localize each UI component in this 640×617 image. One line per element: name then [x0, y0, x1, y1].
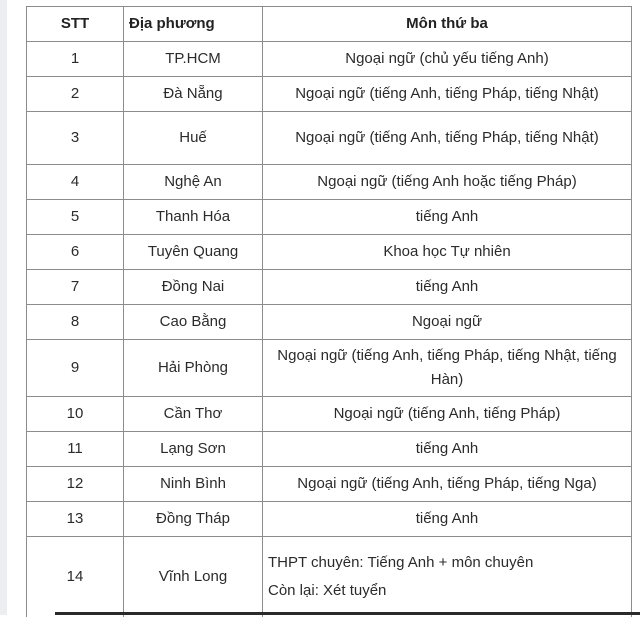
cell-subject: Ngoại ngữ (tiếng Anh, tiếng Pháp, tiếng Nhật) — [263, 77, 632, 112]
cell-stt: 7 — [27, 270, 124, 305]
cell-locality: Đà Nẵng — [124, 77, 263, 112]
cell-locality: Tuyên Quang — [124, 235, 263, 270]
cell-locality: Đồng Nai — [124, 270, 263, 305]
cell-stt: 1 — [27, 42, 124, 77]
table-row — [27, 432, 632, 467]
header-third-subject: Môn thứ ba — [263, 7, 632, 42]
cell-stt: 4 — [27, 165, 124, 200]
cell-locality: Nghệ An — [124, 165, 263, 200]
header-locality: Địa phương — [124, 7, 263, 42]
table-row — [27, 112, 632, 165]
table-row — [27, 467, 632, 502]
cell-stt: 13 — [27, 502, 124, 537]
cell-subject: tiếng Anh — [263, 200, 632, 235]
table-header-row — [27, 7, 632, 42]
cell-stt: 10 — [27, 397, 124, 432]
cell-locality: Hải Phòng — [124, 340, 263, 397]
cell-subject: Ngoại ngữ (tiếng Anh, tiếng Pháp, tiếng Nhật) — [263, 112, 632, 165]
table-row — [27, 77, 632, 112]
page-side-strip — [0, 0, 7, 615]
cell-stt: 9 — [27, 340, 124, 397]
subject-line-specialized: THPT chuyên: Tiếng Anh + môn chuyên — [268, 553, 627, 573]
cell-stt: 11 — [27, 432, 124, 467]
cell-locality: Thanh Hóa — [124, 200, 263, 235]
table-row — [27, 165, 632, 200]
cell-subject: tiếng Anh — [263, 270, 632, 305]
cell-stt: 14 — [27, 537, 124, 617]
cell-stt: 3 — [27, 112, 124, 165]
third-subject-table-container — [26, 6, 632, 617]
cell-subject: tiếng Anh — [263, 432, 632, 467]
cell-subject: Ngoại ngữ (chủ yếu tiếng Anh) — [263, 42, 632, 77]
cell-locality: Đồng Tháp — [124, 502, 263, 537]
cell-subject: Khoa học Tự nhiên — [263, 235, 632, 270]
cell-subject: Ngoại ngữ (tiếng Anh, tiếng Pháp) — [263, 397, 632, 432]
table-row — [27, 537, 632, 617]
table-row — [27, 200, 632, 235]
table-row — [27, 235, 632, 270]
cell-locality: Cần Thơ — [124, 397, 263, 432]
cell-subject: Ngoại ngữ (tiếng Anh hoặc tiếng Pháp) — [263, 165, 632, 200]
table-row — [27, 340, 632, 397]
table-row — [27, 502, 632, 537]
cell-subject: Ngoại ngữ (tiếng Anh, tiếng Pháp, tiếng Nga) — [263, 467, 632, 502]
cell-locality: TP.HCM — [124, 42, 263, 77]
cell-subject — [263, 537, 632, 617]
cell-stt: 6 — [27, 235, 124, 270]
cell-locality: Huế — [124, 112, 263, 165]
cell-stt: 5 — [27, 200, 124, 235]
table-row — [27, 42, 632, 77]
subject-line-others: Còn lại: Xét tuyển — [268, 581, 627, 601]
cell-locality: Vĩnh Long — [124, 537, 263, 617]
cell-stt: 12 — [27, 467, 124, 502]
cell-subject: tiếng Anh — [263, 502, 632, 537]
header-stt: STT — [27, 7, 124, 42]
cell-locality: Ninh Bình — [124, 467, 263, 502]
cell-stt: 2 — [27, 77, 124, 112]
table-row — [27, 270, 632, 305]
cell-subject: Ngoại ngữ — [263, 305, 632, 340]
cell-subject: Ngoại ngữ (tiếng Anh, tiếng Pháp, tiếng Nhật, tiếng Hàn) — [263, 340, 632, 397]
table-row — [27, 305, 632, 340]
cell-locality: Lạng Sơn — [124, 432, 263, 467]
cell-stt: 8 — [27, 305, 124, 340]
third-subject-table — [26, 6, 632, 617]
cell-locality: Cao Bằng — [124, 305, 263, 340]
table-row — [27, 397, 632, 432]
